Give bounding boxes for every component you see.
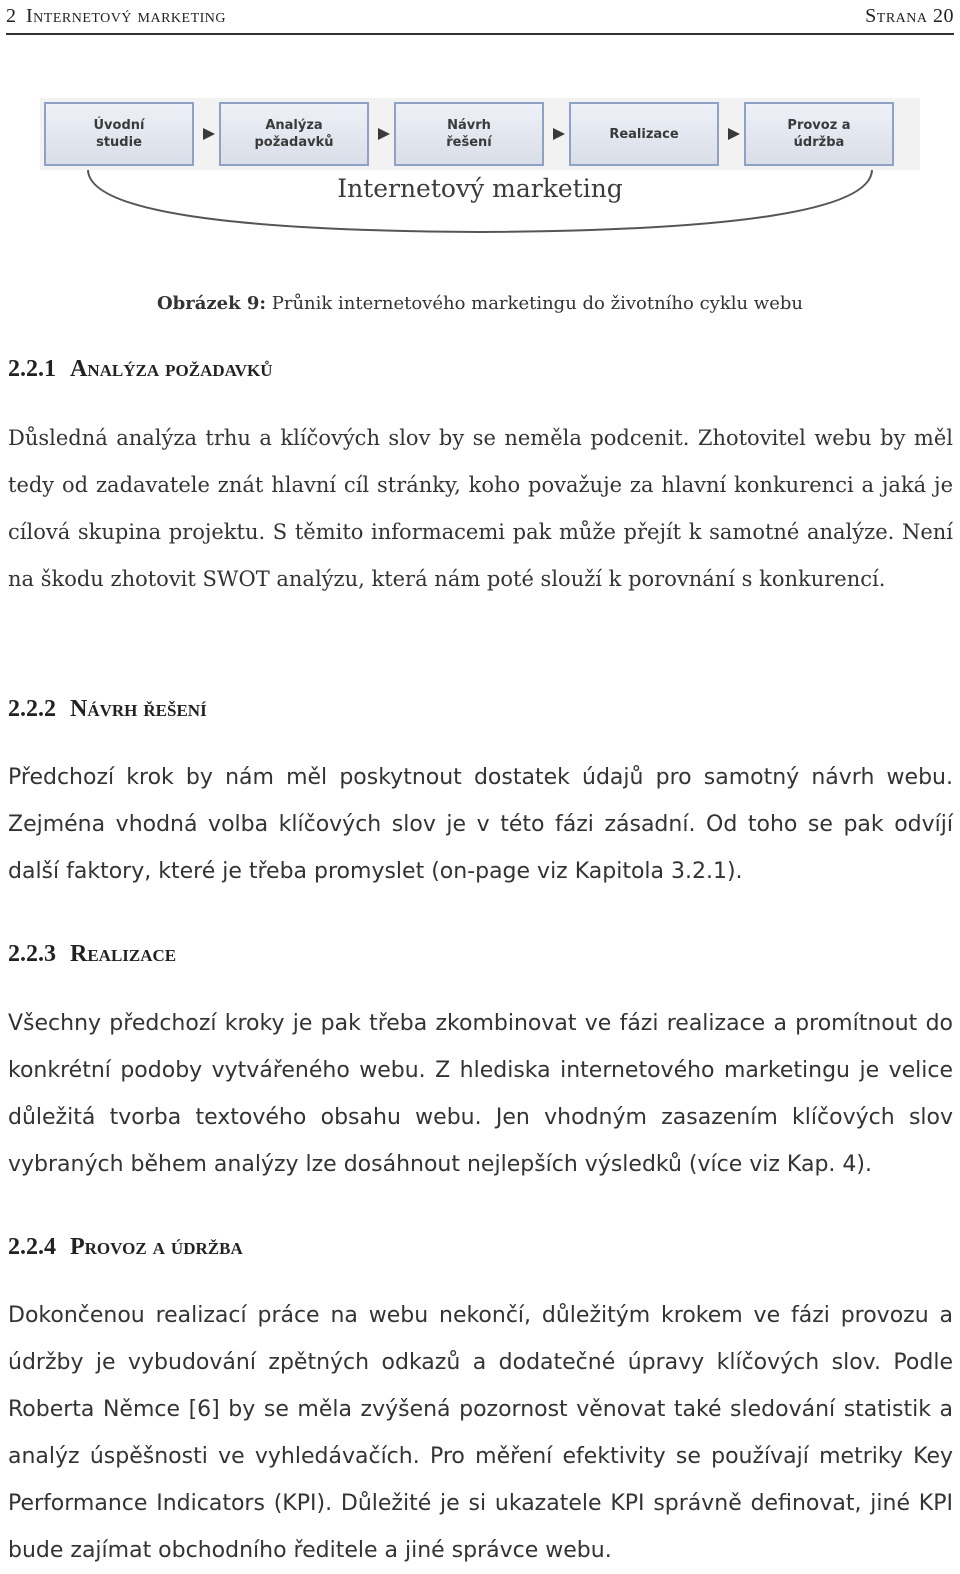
- chapter-heading: [6, 5, 226, 28]
- page-number: Strana 20: [865, 5, 954, 27]
- figure-label: Internetový marketing: [337, 174, 623, 203]
- chapter-title: Internetový marketing: [26, 5, 226, 27]
- section-heading-2-2-2: [8, 696, 207, 723]
- stage-analyza-pozadavku: Analýza požadavků: [219, 102, 369, 166]
- section-title: Analýza požadavků: [70, 356, 273, 382]
- section-heading-2-2-1: [8, 356, 272, 383]
- chapter-number: 2: [6, 5, 16, 27]
- page-header: [6, 0, 954, 35]
- section-title: Návrh řešení: [70, 696, 207, 722]
- section-title: Provoz a údržba: [70, 1234, 243, 1260]
- section-heading-2-2-3: [8, 941, 176, 968]
- lifecycle-figure: [40, 98, 920, 236]
- section-number: 2.2.3: [8, 941, 56, 967]
- section-paragraph-2-2-2: Předchozí krok by nám měl poskytnout dostatek údajů pro samotný návrh webu. Zejména vhodná volba klíčových slov je v této fázi zásadní. Od toho se pak odvíjí další faktory, které je třeba promyslet (on-page viz Kapitola 3.2.1).: [8, 765, 953, 884]
- section-number: 2.2.4: [8, 1234, 56, 1260]
- caption-prefix: Obrázek 9:: [157, 293, 266, 314]
- section-number: 2.2.1: [8, 356, 56, 382]
- section-heading-2-2-4: [8, 1234, 243, 1261]
- figure-caption: [0, 293, 960, 314]
- section-title: Realizace: [70, 941, 177, 967]
- stage-navrh-reseni: Návrh řešení: [394, 102, 544, 166]
- stage-realizace: Realizace: [569, 102, 719, 166]
- caption-text: Průnik internetového marketingu do životního cyklu webu: [266, 293, 803, 314]
- section-number: 2.2.2: [8, 696, 56, 722]
- stage-provoz-udrzba: Provoz a údržba: [744, 102, 894, 166]
- section-paragraph-2-2-4: Dokončenou realizací práce na webu nekončí, důležitým krokem ve fázi provozu a údržby je vybudování zpětných odkazů a dodatečné úpravy klíčových slov. Podle Roberta Němce [6] by se měla zvýšená pozornost věnovat také sledování statistik a analýz úspěšnosti ve vyhledávačích. Pro měření efektivity se používají metriky Key Performance Indicators (KPI). Důležité je si ukazatele KPI správně definovat, jiné KPI bude zajímat obchodního ředitele a jiné správce webu.: [8, 1303, 953, 1563]
- stage-uvodni-studie: Úvodní studie: [44, 102, 194, 166]
- section-paragraph-2-2-3: Všechny předchozí kroky je pak třeba zkombinovat ve fázi realizace a promítnout do konkrétní podoby vytvářeného webu. Z hlediska internetového marketingu je velice důležitá tvorba textového obsahu webu. Jen vhodným zasazením klíčových slov vybraných během analýzy lze dosáhnout nejlepších výsledků (více viz Kap. 4).: [8, 1011, 953, 1177]
- section-paragraph-2-2-1: Důsledná analýza trhu a klíčových slov by se neměla podcenit. Zhotovitel webu by měl tedy od zadavatele znát hlavní cíl stránky, koho považuje za hlavní konkurenci a jaká je cílová skupina projektu. S těmito informacemi pak může přejít k samotné analýze. Není na škodu zhotovit SWOT analýzu, která nám poté slouží k porovnání s konkurencí.: [8, 426, 953, 591]
